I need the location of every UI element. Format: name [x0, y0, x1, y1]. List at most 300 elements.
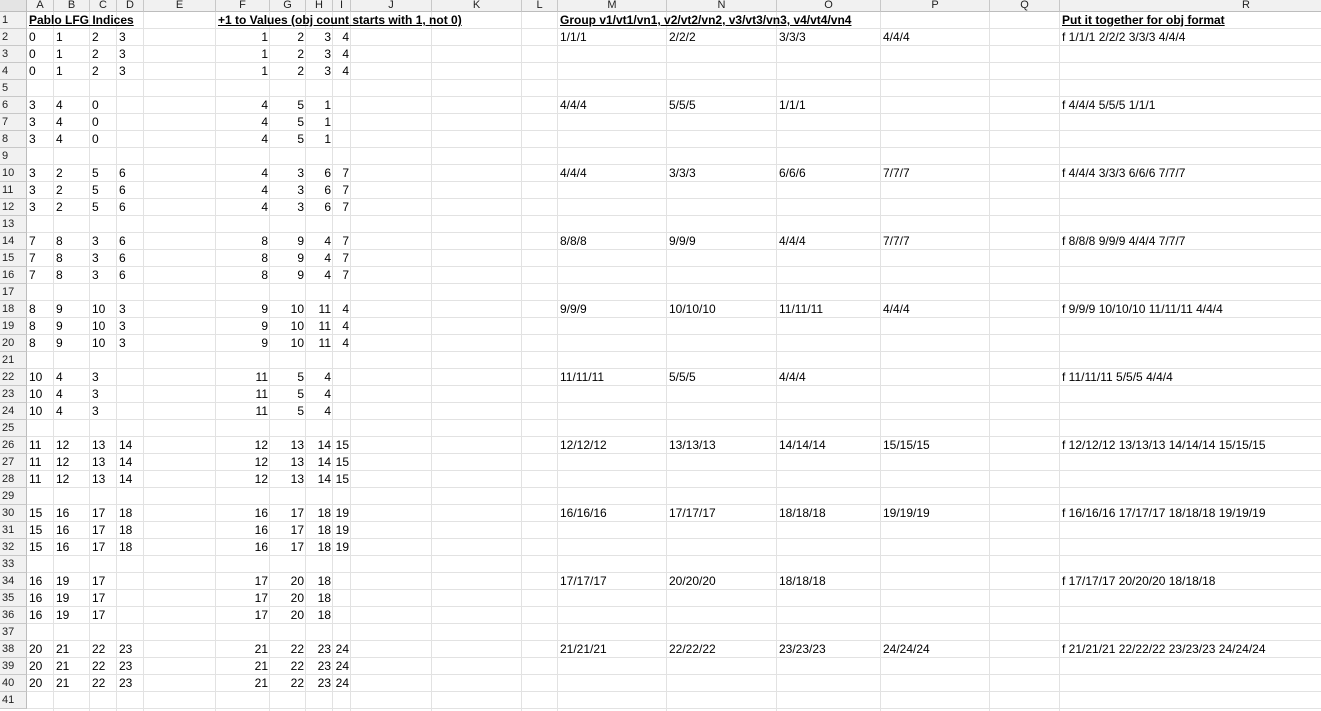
index-cell[interactable]: 16	[56, 540, 70, 554]
group-cell[interactable]: 4/4/4	[883, 30, 910, 44]
value-cell[interactable]: 6	[324, 200, 331, 214]
index-cell[interactable]: 0	[29, 47, 36, 61]
row-header[interactable]: 34	[0, 573, 27, 590]
index-cell[interactable]: 2	[92, 47, 99, 61]
value-cell[interactable]: 16	[254, 540, 268, 554]
value-cell[interactable]: 21	[254, 659, 268, 673]
index-cell[interactable]: 1	[56, 47, 63, 61]
row-header[interactable]: 7	[0, 114, 27, 131]
group-cell[interactable]: 2/2/2	[669, 30, 696, 44]
value-cell[interactable]: 3	[324, 47, 331, 61]
value-cell[interactable]: 18	[317, 540, 331, 554]
value-cell[interactable]: 3	[297, 183, 304, 197]
group-cell[interactable]: 20/20/20	[669, 574, 716, 588]
column-header-d[interactable]: D	[117, 0, 144, 12]
row-header[interactable]: 19	[0, 318, 27, 335]
value-cell[interactable]: 7	[342, 251, 349, 265]
value-cell[interactable]: 13	[290, 455, 304, 469]
group-cell[interactable]: 3/3/3	[779, 30, 806, 44]
group-cell[interactable]: 4/4/4	[779, 234, 806, 248]
row-header[interactable]: 41	[0, 692, 27, 709]
index-cell[interactable]: 10	[29, 387, 43, 401]
value-cell[interactable]: 20	[290, 574, 304, 588]
column-header-r[interactable]: R	[1060, 0, 1321, 12]
row-header[interactable]: 17	[0, 284, 27, 301]
header-cell-a[interactable]: Pablo LFG Indices	[29, 13, 134, 27]
group-cell[interactable]: 7/7/7	[883, 166, 910, 180]
value-cell[interactable]: 24	[335, 659, 349, 673]
row-header[interactable]: 36	[0, 607, 27, 624]
index-cell[interactable]: 7	[29, 268, 36, 282]
row-header[interactable]: 32	[0, 539, 27, 556]
group-cell[interactable]: 14/14/14	[779, 438, 826, 452]
group-cell[interactable]: 22/22/22	[669, 642, 716, 656]
row-header[interactable]: 18	[0, 301, 27, 318]
index-cell[interactable]: 6	[119, 268, 126, 282]
value-cell[interactable]: 4	[324, 387, 331, 401]
value-cell[interactable]: 4	[324, 234, 331, 248]
group-cell[interactable]: 12/12/12	[560, 438, 607, 452]
index-cell[interactable]: 7	[29, 251, 36, 265]
index-cell[interactable]: 16	[56, 506, 70, 520]
value-cell[interactable]: 4	[261, 98, 268, 112]
index-cell[interactable]: 13	[92, 472, 106, 486]
index-cell[interactable]: 17	[92, 608, 106, 622]
row-header[interactable]: 29	[0, 488, 27, 505]
group-cell[interactable]: 11/11/11	[779, 302, 824, 316]
row-header[interactable]: 40	[0, 675, 27, 692]
column-header-j[interactable]: J	[351, 0, 432, 12]
index-cell[interactable]: 3	[119, 30, 126, 44]
value-cell[interactable]: 4	[324, 370, 331, 384]
group-cell[interactable]: 15/15/15	[883, 438, 930, 452]
index-cell[interactable]: 14	[119, 438, 133, 452]
index-cell[interactable]: 3	[29, 200, 36, 214]
row-header[interactable]: 21	[0, 352, 27, 369]
index-cell[interactable]: 11	[29, 472, 42, 486]
row-header[interactable]: 28	[0, 471, 27, 488]
index-cell[interactable]: 23	[119, 676, 133, 690]
value-cell[interactable]: 1	[324, 132, 331, 146]
index-cell[interactable]: 4	[56, 115, 63, 129]
column-header-k[interactable]: K	[432, 0, 522, 12]
index-cell[interactable]: 23	[119, 642, 133, 656]
column-header-h[interactable]: H	[306, 0, 333, 12]
index-cell[interactable]: 4	[56, 98, 63, 112]
value-cell[interactable]: 14	[317, 455, 331, 469]
value-cell[interactable]: 5	[297, 387, 304, 401]
group-cell[interactable]: 9/9/9	[560, 302, 587, 316]
value-cell[interactable]: 4	[342, 64, 349, 78]
index-cell[interactable]: 5	[92, 183, 99, 197]
index-cell[interactable]: 18	[119, 540, 133, 554]
value-cell[interactable]: 7	[342, 234, 349, 248]
value-cell[interactable]: 11	[255, 387, 268, 401]
value-cell[interactable]: 9	[297, 251, 304, 265]
index-cell[interactable]: 13	[92, 438, 106, 452]
index-cell[interactable]: 3	[29, 132, 36, 146]
obj-format-cell[interactable]: f 11/11/11 5/5/5 4/4/4	[1062, 370, 1173, 384]
group-cell[interactable]: 5/5/5	[669, 98, 696, 112]
value-cell[interactable]: 16	[254, 506, 268, 520]
index-cell[interactable]: 19	[56, 608, 70, 622]
index-cell[interactable]: 22	[92, 659, 106, 673]
value-cell[interactable]: 12	[254, 455, 268, 469]
row-header[interactable]: 12	[0, 199, 27, 216]
index-cell[interactable]: 9	[56, 336, 63, 350]
index-cell[interactable]: 17	[92, 574, 106, 588]
index-cell[interactable]: 3	[92, 268, 99, 282]
column-header-q[interactable]: Q	[990, 0, 1060, 12]
index-cell[interactable]: 2	[92, 30, 99, 44]
obj-format-cell[interactable]: f 16/16/16 17/17/17 18/18/18 19/19/19	[1062, 506, 1266, 520]
value-cell[interactable]: 11	[255, 370, 268, 384]
index-cell[interactable]: 4	[56, 132, 63, 146]
value-cell[interactable]: 5	[297, 98, 304, 112]
index-cell[interactable]: 3	[119, 336, 126, 350]
index-cell[interactable]: 10	[29, 404, 43, 418]
row-header[interactable]: 26	[0, 437, 27, 454]
value-cell[interactable]: 18	[317, 608, 331, 622]
value-cell[interactable]: 10	[290, 336, 304, 350]
value-cell[interactable]: 7	[342, 183, 349, 197]
index-cell[interactable]: 21	[56, 676, 70, 690]
group-cell[interactable]: 4/4/4	[779, 370, 806, 384]
row-header[interactable]: 30	[0, 505, 27, 522]
value-cell[interactable]: 3	[297, 166, 304, 180]
value-cell[interactable]: 14	[317, 472, 331, 486]
index-cell[interactable]: 6	[119, 251, 126, 265]
index-cell[interactable]: 3	[119, 319, 126, 333]
value-cell[interactable]: 11	[318, 336, 331, 350]
index-cell[interactable]: 6	[119, 200, 126, 214]
row-header[interactable]: 20	[0, 335, 27, 352]
index-cell[interactable]: 2	[56, 183, 63, 197]
index-cell[interactable]: 5	[92, 200, 99, 214]
index-cell[interactable]: 8	[56, 251, 63, 265]
row-header[interactable]: 9	[0, 148, 27, 165]
value-cell[interactable]: 4	[261, 115, 268, 129]
row-header[interactable]: 37	[0, 624, 27, 641]
value-cell[interactable]: 18	[317, 591, 331, 605]
group-cell[interactable]: 10/10/10	[669, 302, 716, 316]
column-header-b[interactable]: B	[54, 0, 90, 12]
index-cell[interactable]: 3	[119, 64, 126, 78]
obj-format-cell[interactable]: f 1/1/1 2/2/2 3/3/3 4/4/4	[1062, 30, 1186, 44]
index-cell[interactable]: 8	[29, 302, 36, 316]
index-cell[interactable]: 3	[29, 166, 36, 180]
value-cell[interactable]: 18	[317, 574, 331, 588]
column-header-i[interactable]: I	[333, 0, 351, 12]
column-header-l[interactable]: L	[522, 0, 558, 12]
value-cell[interactable]: 16	[254, 523, 268, 537]
value-cell[interactable]: 21	[254, 676, 268, 690]
index-cell[interactable]: 12	[56, 472, 70, 486]
value-cell[interactable]: 19	[335, 540, 349, 554]
header-cell-m[interactable]: Group v1/vt1/vn1, v2/vt2/vn2, v3/vt3/vn3, v4/vt4/vn4	[560, 13, 852, 27]
index-cell[interactable]: 2	[56, 166, 63, 180]
obj-format-cell[interactable]: f 4/4/4 3/3/3 6/6/6 7/7/7	[1062, 166, 1186, 180]
value-cell[interactable]: 7	[342, 268, 349, 282]
value-cell[interactable]: 17	[290, 506, 304, 520]
value-cell[interactable]: 10	[290, 319, 304, 333]
index-cell[interactable]: 3	[29, 183, 36, 197]
index-cell[interactable]: 11	[29, 455, 42, 469]
group-cell[interactable]: 1/1/1	[560, 30, 587, 44]
index-cell[interactable]: 10	[92, 336, 106, 350]
value-cell[interactable]: 15	[335, 472, 349, 486]
value-cell[interactable]: 4	[261, 183, 268, 197]
group-cell[interactable]: 17/17/17	[669, 506, 716, 520]
header-cell-r[interactable]: Put it together for obj format	[1062, 13, 1225, 27]
value-cell[interactable]: 23	[317, 642, 331, 656]
value-cell[interactable]: 12	[254, 472, 268, 486]
index-cell[interactable]: 1	[56, 30, 63, 44]
index-cell[interactable]: 3	[92, 387, 99, 401]
index-cell[interactable]: 3	[119, 302, 126, 316]
index-cell[interactable]: 1	[56, 64, 63, 78]
value-cell[interactable]: 15	[335, 455, 349, 469]
obj-format-cell[interactable]: f 9/9/9 10/10/10 11/11/11 4/4/4	[1062, 302, 1223, 316]
value-cell[interactable]: 17	[290, 540, 304, 554]
index-cell[interactable]: 3	[92, 234, 99, 248]
index-cell[interactable]: 3	[29, 98, 36, 112]
value-cell[interactable]: 14	[317, 438, 331, 452]
value-cell[interactable]: 17	[290, 523, 304, 537]
value-cell[interactable]: 22	[290, 642, 304, 656]
value-cell[interactable]: 9	[297, 268, 304, 282]
index-cell[interactable]: 6	[119, 234, 126, 248]
row-header[interactable]: 16	[0, 267, 27, 284]
value-cell[interactable]: 3	[297, 200, 304, 214]
column-header-e[interactable]: E	[144, 0, 216, 12]
value-cell[interactable]: 6	[324, 166, 331, 180]
index-cell[interactable]: 17	[92, 523, 106, 537]
value-cell[interactable]: 4	[342, 302, 349, 316]
value-cell[interactable]: 8	[261, 234, 268, 248]
row-header[interactable]: 25	[0, 420, 27, 437]
index-cell[interactable]: 22	[92, 642, 106, 656]
value-cell[interactable]: 1	[261, 64, 268, 78]
value-cell[interactable]: 23	[317, 676, 331, 690]
index-cell[interactable]: 3	[92, 251, 99, 265]
group-cell[interactable]: 19/19/19	[883, 506, 930, 520]
index-cell[interactable]: 5	[92, 166, 99, 180]
index-cell[interactable]: 2	[56, 200, 63, 214]
value-cell[interactable]: 11	[255, 404, 268, 418]
index-cell[interactable]: 17	[92, 506, 106, 520]
column-header-a[interactable]: A	[27, 0, 54, 12]
row-header[interactable]: 27	[0, 454, 27, 471]
value-cell[interactable]: 7	[342, 166, 349, 180]
index-cell[interactable]: 16	[29, 574, 43, 588]
value-cell[interactable]: 18	[317, 506, 331, 520]
value-cell[interactable]: 19	[335, 523, 349, 537]
obj-format-cell[interactable]: f 12/12/12 13/13/13 14/14/14 15/15/15	[1062, 438, 1266, 452]
value-cell[interactable]: 2	[297, 64, 304, 78]
index-cell[interactable]: 15	[29, 540, 43, 554]
select-all-corner[interactable]	[0, 0, 27, 12]
group-cell[interactable]: 4/4/4	[560, 98, 587, 112]
column-header-o[interactable]: O	[777, 0, 881, 12]
obj-format-cell[interactable]: f 17/17/17 20/20/20 18/18/18	[1062, 574, 1216, 588]
index-cell[interactable]: 14	[119, 455, 133, 469]
value-cell[interactable]: 4	[324, 268, 331, 282]
row-header[interactable]: 11	[0, 182, 27, 199]
group-cell[interactable]: 4/4/4	[560, 166, 587, 180]
value-cell[interactable]: 1	[261, 30, 268, 44]
index-cell[interactable]: 3	[29, 115, 36, 129]
value-cell[interactable]: 7	[342, 200, 349, 214]
index-cell[interactable]: 19	[56, 574, 70, 588]
value-cell[interactable]: 15	[335, 438, 349, 452]
column-header-g[interactable]: G	[270, 0, 306, 12]
index-cell[interactable]: 0	[29, 64, 36, 78]
obj-format-cell[interactable]: f 8/8/8 9/9/9 4/4/4 7/7/7	[1062, 234, 1186, 248]
index-cell[interactable]: 16	[29, 608, 43, 622]
row-header[interactable]: 33	[0, 556, 27, 573]
value-cell[interactable]: 20	[290, 608, 304, 622]
value-cell[interactable]: 4	[324, 251, 331, 265]
value-cell[interactable]: 4	[324, 404, 331, 418]
column-header-c[interactable]: C	[90, 0, 117, 12]
index-cell[interactable]: 4	[56, 404, 63, 418]
value-cell[interactable]: 2	[297, 47, 304, 61]
index-cell[interactable]: 22	[92, 676, 106, 690]
index-cell[interactable]: 4	[56, 387, 63, 401]
index-cell[interactable]: 3	[92, 370, 99, 384]
index-cell[interactable]: 7	[29, 234, 36, 248]
index-cell[interactable]: 3	[119, 47, 126, 61]
value-cell[interactable]: 11	[318, 302, 331, 316]
value-cell[interactable]: 4	[342, 336, 349, 350]
index-cell[interactable]: 12	[56, 438, 70, 452]
value-cell[interactable]: 11	[318, 319, 331, 333]
value-cell[interactable]: 4	[261, 200, 268, 214]
row-header[interactable]: 22	[0, 369, 27, 386]
row-header[interactable]: 14	[0, 233, 27, 250]
column-header-f[interactable]: F	[216, 0, 270, 12]
value-cell[interactable]: 12	[254, 438, 268, 452]
value-cell[interactable]: 1	[324, 98, 331, 112]
group-cell[interactable]: 24/24/24	[883, 642, 930, 656]
row-header[interactable]: 6	[0, 97, 27, 114]
index-cell[interactable]: 23	[119, 659, 133, 673]
index-cell[interactable]: 6	[119, 183, 126, 197]
group-cell[interactable]: 7/7/7	[883, 234, 910, 248]
index-cell[interactable]: 17	[92, 591, 106, 605]
row-header[interactable]: 15	[0, 250, 27, 267]
index-cell[interactable]: 8	[56, 268, 63, 282]
index-cell[interactable]: 17	[92, 540, 106, 554]
value-cell[interactable]: 2	[297, 30, 304, 44]
value-cell[interactable]: 17	[254, 591, 268, 605]
group-cell[interactable]: 17/17/17	[560, 574, 607, 588]
index-cell[interactable]: 8	[56, 234, 63, 248]
group-cell[interactable]: 3/3/3	[669, 166, 696, 180]
value-cell[interactable]: 1	[261, 47, 268, 61]
value-cell[interactable]: 9	[261, 302, 268, 316]
index-cell[interactable]: 0	[92, 132, 99, 146]
value-cell[interactable]: 24	[335, 642, 349, 656]
row-header[interactable]: 8	[0, 131, 27, 148]
value-cell[interactable]: 3	[324, 30, 331, 44]
row-header[interactable]: 35	[0, 590, 27, 607]
value-cell[interactable]: 4	[342, 30, 349, 44]
value-cell[interactable]: 19	[335, 506, 349, 520]
value-cell[interactable]: 4	[261, 132, 268, 146]
value-cell[interactable]: 24	[335, 676, 349, 690]
value-cell[interactable]: 5	[297, 370, 304, 384]
group-cell[interactable]: 6/6/6	[779, 166, 806, 180]
index-cell[interactable]: 12	[56, 455, 70, 469]
row-header[interactable]: 10	[0, 165, 27, 182]
value-cell[interactable]: 20	[290, 591, 304, 605]
row-header[interactable]: 1	[0, 12, 27, 29]
row-header[interactable]: 4	[0, 63, 27, 80]
group-cell[interactable]: 23/23/23	[779, 642, 826, 656]
value-cell[interactable]: 5	[297, 132, 304, 146]
group-cell[interactable]: 1/1/1	[779, 98, 806, 112]
index-cell[interactable]: 18	[119, 523, 133, 537]
index-cell[interactable]: 15	[29, 523, 43, 537]
value-cell[interactable]: 1	[324, 115, 331, 129]
value-cell[interactable]: 9	[297, 234, 304, 248]
value-cell[interactable]: 8	[261, 251, 268, 265]
index-cell[interactable]: 20	[29, 659, 43, 673]
group-cell[interactable]: 18/18/18	[779, 506, 826, 520]
row-header[interactable]: 2	[0, 29, 27, 46]
index-cell[interactable]: 9	[56, 319, 63, 333]
value-cell[interactable]: 21	[254, 642, 268, 656]
value-cell[interactable]: 6	[324, 183, 331, 197]
row-header[interactable]: 31	[0, 522, 27, 539]
value-cell[interactable]: 10	[290, 302, 304, 316]
value-cell[interactable]: 17	[254, 608, 268, 622]
column-header-n[interactable]: N	[667, 0, 777, 12]
row-header[interactable]: 3	[0, 46, 27, 63]
value-cell[interactable]: 8	[261, 268, 268, 282]
row-header[interactable]: 38	[0, 641, 27, 658]
group-cell[interactable]: 13/13/13	[669, 438, 716, 452]
group-cell[interactable]: 18/18/18	[779, 574, 826, 588]
value-cell[interactable]: 9	[261, 319, 268, 333]
group-cell[interactable]: 21/21/21	[560, 642, 607, 656]
index-cell[interactable]: 19	[56, 591, 70, 605]
group-cell[interactable]: 11/11/11	[560, 370, 605, 384]
index-cell[interactable]: 11	[29, 438, 42, 452]
value-cell[interactable]: 13	[290, 438, 304, 452]
value-cell[interactable]: 22	[290, 676, 304, 690]
index-cell[interactable]: 8	[29, 319, 36, 333]
column-header-m[interactable]: M	[558, 0, 667, 12]
value-cell[interactable]: 5	[297, 404, 304, 418]
value-cell[interactable]: 4	[342, 47, 349, 61]
index-cell[interactable]: 14	[119, 472, 133, 486]
index-cell[interactable]: 21	[56, 642, 70, 656]
group-cell[interactable]: 16/16/16	[560, 506, 607, 520]
value-cell[interactable]: 22	[290, 659, 304, 673]
index-cell[interactable]: 0	[29, 30, 36, 44]
index-cell[interactable]: 20	[29, 642, 43, 656]
index-cell[interactable]: 9	[56, 302, 63, 316]
index-cell[interactable]: 18	[119, 506, 133, 520]
value-cell[interactable]: 4	[342, 319, 349, 333]
index-cell[interactable]: 10	[92, 319, 106, 333]
row-header[interactable]: 24	[0, 403, 27, 420]
obj-format-cell[interactable]: f 21/21/21 22/22/22 23/23/23 24/24/24	[1062, 642, 1266, 656]
obj-format-cell[interactable]: f 4/4/4 5/5/5 1/1/1	[1062, 98, 1156, 112]
